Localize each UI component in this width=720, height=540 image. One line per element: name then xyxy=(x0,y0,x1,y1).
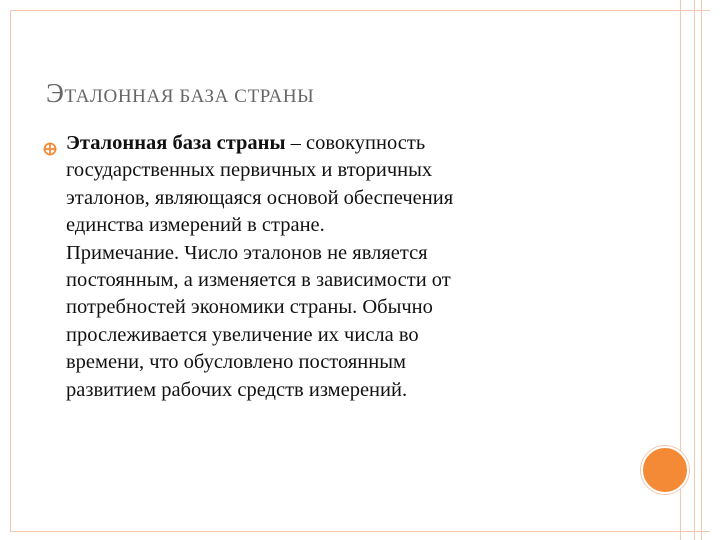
text-line xyxy=(66,130,586,157)
text-line: постоянным, а изменяется в зависимости от xyxy=(66,269,451,292)
title-rest: ТАЛОННАЯ БАЗА СТРАНЫ xyxy=(64,86,315,107)
decorative-circle xyxy=(641,446,689,494)
bullet-text xyxy=(66,130,586,404)
slide-title xyxy=(46,78,314,109)
text-line: потребностей экономики страны. Обычно xyxy=(66,296,433,319)
term: Эталонная база страны xyxy=(66,132,286,154)
text-line: времени, что обусловлено постоянным xyxy=(66,351,406,374)
text-line: единства измерений в стране. xyxy=(66,214,325,237)
text-line: эталонов, являющаяся основой обеспечения xyxy=(66,186,454,209)
definition-start: – совокупность xyxy=(285,132,426,154)
text-line: прослеживается увеличение их числа во xyxy=(66,323,419,346)
text-line: государственных первичных и вторичных xyxy=(66,159,433,182)
text-line: развитием рабочих средств измерений. xyxy=(66,378,408,401)
decorative-line xyxy=(694,0,695,540)
title-first-letter: Э xyxy=(46,78,65,108)
crossed-circle-icon xyxy=(43,142,57,156)
decorative-line xyxy=(701,0,702,540)
text-line: Примечание. Число эталонов не является xyxy=(66,241,428,264)
